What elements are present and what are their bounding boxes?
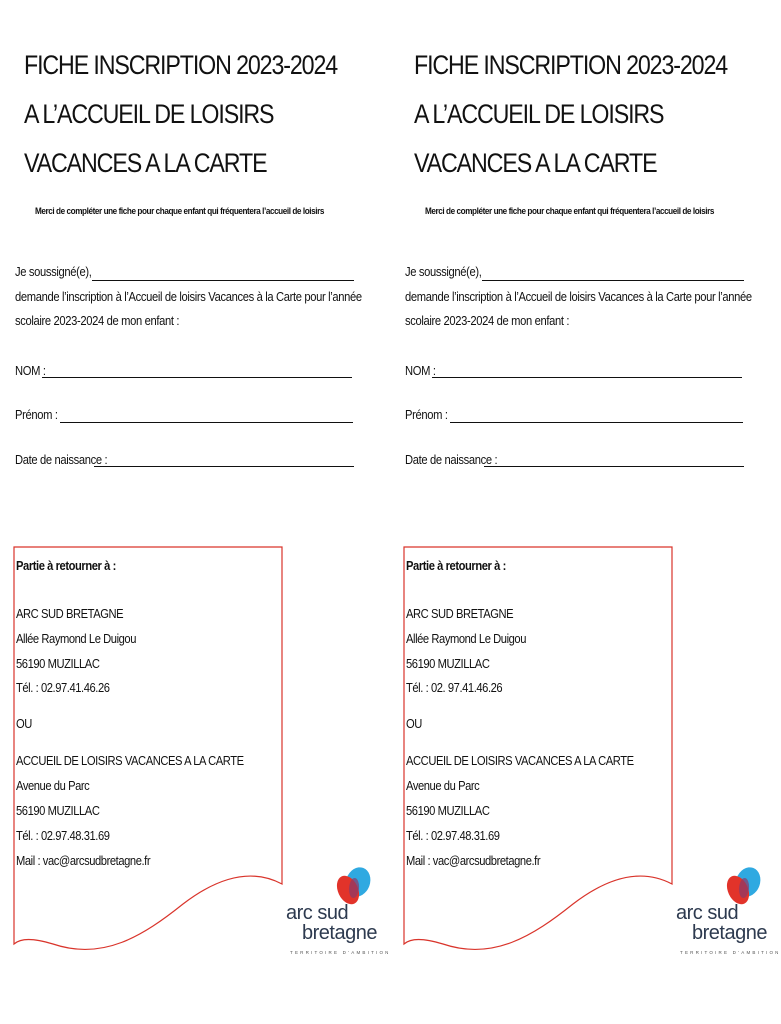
org1-street: Allée Raymond Le Duigou xyxy=(406,631,527,646)
demande-text-line-1: demande l’inscription à l’Accueil de loisirs Vacances à la Carte pour l’année xyxy=(405,289,752,304)
nom-field[interactable] xyxy=(42,377,352,378)
org2-mail[interactable]: Mail : vac@arcsudbretagne.fr xyxy=(406,853,541,868)
or-text: OU xyxy=(16,716,32,731)
logo-tagline: TERRITOIRE D’AMBITION xyxy=(680,950,781,955)
title-line-1: FICHE INSCRIPTION 2023-2024 xyxy=(414,50,728,80)
logo-text-line-1: arc sud xyxy=(676,902,739,924)
instruction-note: Merci de compléter une fiche pour chaque enfant qui fréquentera l’accueil de loisirs xyxy=(35,206,324,217)
arc-sud-bretagne-logo xyxy=(282,860,391,960)
demande-text-line-2: scolaire 2023-2024 de mon enfant : xyxy=(405,313,570,328)
logo-text-line-2: bretagne xyxy=(302,922,377,944)
nom-label: NOM : xyxy=(405,363,436,378)
title-line-3: VACANCES A LA CARTE xyxy=(24,148,267,178)
registration-form-right xyxy=(390,0,781,1024)
soussigne-field[interactable] xyxy=(92,280,354,281)
nom-field[interactable] xyxy=(432,377,742,378)
arc-sud-bretagne-logo xyxy=(672,860,781,960)
or-text: OU xyxy=(406,716,422,731)
demande-text-line-1: demande l’inscription à l’Accueil de loisirs Vacances à la Carte pour l’année xyxy=(15,289,362,304)
return-heading: Partie à retourner à : xyxy=(406,558,506,573)
org2-tel: Tél. : 02.97.48.31.69 xyxy=(16,828,110,843)
org1-tel: Tél. : 02. 97.41.46.26 xyxy=(406,680,503,695)
nom-label: NOM : xyxy=(15,363,46,378)
title-line-2: A L’ACCUEIL DE LOISIRS xyxy=(414,99,664,129)
logo-text-line-1: arc sud xyxy=(286,902,349,924)
org1-tel: Tél. : 02.97.41.46.26 xyxy=(16,680,110,695)
return-address-box xyxy=(13,546,283,956)
prenom-label: Prénom : xyxy=(15,407,58,422)
org2-name: ACCUEIL DE LOISIRS VACANCES A LA CARTE xyxy=(16,753,244,768)
soussigne-label: Je soussigné(e), xyxy=(15,264,92,279)
org1-city: 56190 MUZILLAC xyxy=(16,656,100,671)
org1-city: 56190 MUZILLAC xyxy=(406,656,490,671)
org2-name: ACCUEIL DE LOISIRS VACANCES A LA CARTE xyxy=(406,753,634,768)
org2-street: Avenue du Parc xyxy=(16,778,90,793)
org1-name: ARC SUD BRETAGNE xyxy=(406,606,514,621)
demande-text-line-2: scolaire 2023-2024 de mon enfant : xyxy=(15,313,180,328)
prenom-label: Prénom : xyxy=(405,407,448,422)
title-line-2: A L’ACCUEIL DE LOISIRS xyxy=(24,99,274,129)
instruction-note: Merci de compléter une fiche pour chaque enfant qui fréquentera l’accueil de loisirs xyxy=(425,206,714,217)
logo-tagline: TERRITOIRE D’AMBITION xyxy=(290,950,391,955)
title-line-1: FICHE INSCRIPTION 2023-2024 xyxy=(24,50,338,80)
title-line-3: VACANCES A LA CARTE xyxy=(414,148,657,178)
org2-tel: Tél. : 02.97.48.31.69 xyxy=(406,828,500,843)
return-heading: Partie à retourner à : xyxy=(16,558,116,573)
naissance-label: Date de naissance : xyxy=(15,452,108,467)
naissance-label: Date de naissance : xyxy=(405,452,498,467)
org2-city: 56190 MUZILLAC xyxy=(16,803,100,818)
org1-name: ARC SUD BRETAGNE xyxy=(16,606,124,621)
prenom-field[interactable] xyxy=(60,422,353,423)
org2-mail[interactable]: Mail : vac@arcsudbretagne.fr xyxy=(16,853,151,868)
logo-text-line-2: bretagne xyxy=(692,922,767,944)
soussigne-label: Je soussigné(e), xyxy=(405,264,482,279)
naissance-field[interactable] xyxy=(484,466,744,467)
org2-city: 56190 MUZILLAC xyxy=(406,803,490,818)
prenom-field[interactable] xyxy=(450,422,743,423)
org1-street: Allée Raymond Le Duigou xyxy=(16,631,137,646)
soussigne-field[interactable] xyxy=(482,280,744,281)
return-address-box xyxy=(403,546,673,956)
naissance-field[interactable] xyxy=(94,466,354,467)
org2-street: Avenue du Parc xyxy=(406,778,480,793)
